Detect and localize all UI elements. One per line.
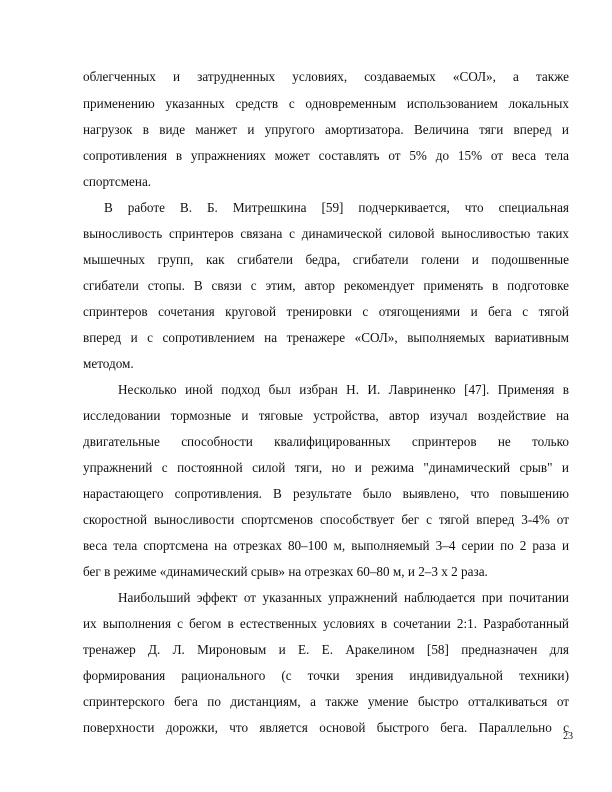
text-line-6: В работе В. Б. Митрешкина [59] подчеркивается, что специальная bbox=[104, 200, 569, 215]
text-line-14: исследовании тормозные и тяговые устройства, автор изучал воздействие на bbox=[83, 408, 569, 423]
page-number: 23 bbox=[563, 731, 573, 742]
text-line-4: сопротивления в упражнениях может составлять от 5% до 15% от веса тела bbox=[83, 148, 569, 163]
text-line-13: Несколько иной подход был избран Н. И. Лавриненко [47]. Применяя в bbox=[118, 382, 569, 397]
text-line-8: мышечных групп, как сгибатели бедра, сгибатели голени и подошвенные bbox=[83, 252, 569, 267]
text-line-18: скоростной выносливости спортсменов способствует бег с тягой вперед 3-4% от bbox=[83, 512, 569, 527]
text-line-19: веса тела спортсмена на отрезках 80–100 м, выполняемый 3–4 серии по 2 раза и bbox=[83, 538, 569, 553]
text-line-24: формирования рационального (с точки зрения индивидуальной техники) bbox=[83, 668, 569, 683]
text-line-20: бег в режиме «динамический срыв» на отрезках 60–80 м, и 2–3 х 2 раза. bbox=[83, 564, 488, 579]
text-line-3: нагрузок в виде манжет и упругого амортизатора. Величина тяги вперед и bbox=[83, 122, 569, 137]
text-line-17: нарастающего сопротивления. В результате было выявлено, что повышению bbox=[83, 486, 569, 501]
text-line-7: выносливость спринтеров связана с динамической силовой выносливостью таких bbox=[83, 226, 569, 241]
text-line-2: применению указанных средств с одновременным использованием локальных bbox=[83, 96, 569, 111]
text-line-21: Наибольший эффект от указанных упражнений наблюдается при почитании bbox=[118, 590, 569, 605]
text-line-25: спринтерского бега по дистанциям, а также умение быстро отталкиваться от bbox=[83, 694, 569, 709]
text-line-22: их выполнения с бегом в естественных условиях в сочетании 2:1. Разработанный bbox=[83, 616, 569, 631]
text-line-16: упражнений с постоянной силой тяги, но и режима "динамический срыв" и bbox=[83, 460, 569, 475]
text-line-5: спортсмена. bbox=[83, 174, 152, 189]
text-line-23: тренажер Д. Л. Мироновым и Е. Е. Аракелином [58] предназначен для bbox=[83, 642, 569, 657]
text-line-12: методом. bbox=[83, 356, 134, 371]
text-line-1: облегченных и затрудненных условиях, создаваемых «СОЛ», а также bbox=[83, 69, 569, 84]
text-line-15: двигательные способности квалифицированных спринтеров не только bbox=[83, 434, 569, 449]
text-line-9: сгибатели стопы. В связи с этим, автор рекомендует применять в подготовке bbox=[83, 278, 569, 293]
text-line-11: вперед и с сопротивлением на тренажере «СОЛ», выполняемых вариативным bbox=[83, 330, 569, 345]
text-line-26: поверхности дорожки, что является основой быстрого бега. Параллельно с bbox=[83, 720, 569, 735]
text-line-10: спринтеров сочетания круговой тренировки с отягощениями и бега с тягой bbox=[83, 304, 569, 319]
